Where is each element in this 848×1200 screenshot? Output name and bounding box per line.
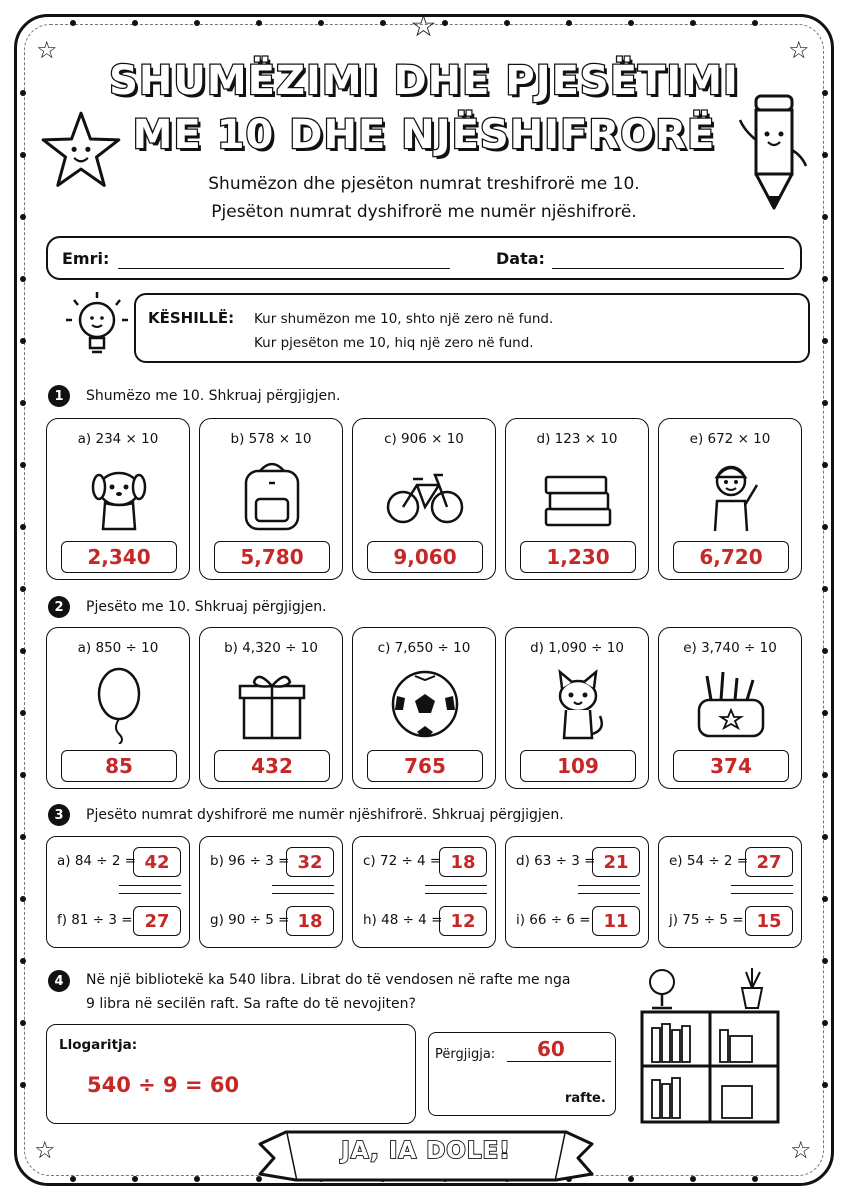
page-title-line2: ME 10 DHE NJËSHIFRORË [132, 112, 716, 158]
division-card [505, 836, 649, 948]
border-dot [690, 1176, 696, 1182]
kitten-icon [538, 664, 618, 744]
work-line [731, 885, 793, 886]
name-label: Emri: [62, 249, 110, 268]
border-dot [256, 20, 262, 26]
multiply-question: c) 906 × 10 [384, 431, 464, 447]
division-answer-box[interactable]: 12 [439, 906, 487, 936]
multiply-card [352, 418, 496, 580]
border-dot [20, 648, 26, 654]
border-dot [442, 20, 448, 26]
lightbulb-icon [62, 288, 132, 364]
division-answer-box[interactable]: 15 [745, 906, 793, 936]
star-mascot-icon [38, 108, 124, 194]
star-icon: ☆ [788, 36, 810, 64]
divide-question: a) 850 ÷ 10 [77, 640, 159, 656]
star-icon: ☆ [410, 9, 437, 44]
multiply-answer-box[interactable]: 2,340 [61, 541, 177, 573]
divide-answer-box[interactable]: 374 [673, 750, 789, 782]
division-card [46, 836, 190, 948]
multiply-question: d) 123 × 10 [536, 431, 618, 447]
calculation-label: Llogaritja: [59, 1037, 138, 1053]
multiply-card [199, 418, 343, 580]
section3-title: Pjesëto numrat dyshifrorë me numër njëshifrorë. Shkruaj përgjigjen. [86, 807, 564, 823]
division-answer-box[interactable]: 11 [592, 906, 640, 936]
divide-question: c) 7,650 ÷ 10 [377, 640, 471, 656]
border-dot [20, 462, 26, 468]
divide-card [199, 627, 343, 789]
division-question: g) 90 ÷ 5 = [210, 912, 290, 928]
star-icon: ☆ [34, 1136, 56, 1164]
border-dot [822, 958, 828, 964]
border-dot [132, 20, 138, 26]
section2-title: Pjesëto me 10. Shkruaj përgjigjen. [86, 599, 327, 615]
multiply-answer-box[interactable]: 9,060 [367, 541, 483, 573]
border-dot [132, 1176, 138, 1182]
multiply-question: b) 578 × 10 [230, 431, 312, 447]
division-question: e) 54 ÷ 2 = [669, 853, 749, 869]
division-answer-box[interactable]: 27 [745, 847, 793, 877]
division-card [352, 836, 496, 948]
border-dot [690, 20, 696, 26]
answer-label: Përgjigja: [435, 1047, 496, 1062]
multiply-answer-box[interactable]: 5,780 [214, 541, 330, 573]
answer-box[interactable] [428, 1032, 616, 1116]
border-dot [318, 20, 324, 26]
division-card [199, 836, 343, 948]
boy-icon [691, 455, 771, 535]
multiply-question: e) 672 × 10 [689, 431, 771, 447]
section2-number: 2 [48, 596, 70, 618]
divide-card [505, 627, 649, 789]
border-dot [20, 338, 26, 344]
backpack-icon [232, 455, 312, 535]
date-label: Data: [496, 249, 545, 268]
border-dot [566, 20, 572, 26]
tip-box [134, 293, 810, 363]
divide-answer-box[interactable]: 85 [61, 750, 177, 782]
name-field[interactable] [118, 268, 450, 269]
page-title-line1: SHUMËZIMI DHE PJESËTIMI [109, 58, 739, 104]
work-line [119, 885, 181, 886]
division-card [658, 836, 802, 948]
multiply-card [658, 418, 802, 580]
footer-banner-text: JA, IA DOLE! [341, 1138, 511, 1164]
pencil-mascot-icon [734, 90, 814, 214]
division-question: a) 84 ÷ 2 = [57, 853, 137, 869]
division-question: j) 75 ÷ 5 = [669, 912, 744, 928]
work-line [731, 893, 793, 894]
border-dot [20, 400, 26, 406]
calculation-box[interactable] [46, 1024, 416, 1124]
work-line [578, 893, 640, 894]
puppy-icon [79, 455, 159, 535]
division-question: i) 66 ÷ 6 = [516, 912, 591, 928]
border-dot [20, 834, 26, 840]
border-dot [822, 462, 828, 468]
division-question: d) 63 ÷ 3 = [516, 853, 596, 869]
balloon-icon [79, 664, 159, 744]
problem-line1: Në një bibliotekë ka 540 libra. Librat do të vendosen në rafte me nga [86, 972, 571, 988]
border-dot [20, 586, 26, 592]
section1-title: Shumëzo me 10. Shkruaj përgjigjen. [86, 388, 341, 404]
border-dot [822, 524, 828, 530]
tip-label: KËSHILLË: [148, 309, 235, 327]
border-dot [822, 586, 828, 592]
date-field[interactable] [552, 268, 784, 269]
border-dot [822, 214, 828, 220]
division-answer-box[interactable]: 18 [439, 847, 487, 877]
divide-card [658, 627, 802, 789]
multiply-question: a) 234 × 10 [77, 431, 159, 447]
books-icon [538, 455, 618, 535]
border-dot [822, 338, 828, 344]
border-dot [20, 1082, 26, 1088]
border-dot [70, 1176, 76, 1182]
subtitle-line2: Pjesëton numrat dyshifrorë me numër njëshifrorë. [211, 202, 637, 222]
bookshelf-icon [638, 966, 782, 1126]
border-dot [20, 214, 26, 220]
name-date-box [46, 236, 802, 280]
border-dot [20, 276, 26, 282]
division-answer-box[interactable]: 32 [286, 847, 334, 877]
section4-number: 4 [48, 970, 70, 992]
star-icon: ☆ [36, 36, 58, 64]
work-line [425, 893, 487, 894]
problem-line2: 9 libra në secilën raft. Sa rafte do të nevojiten? [86, 996, 416, 1012]
multiply-card [46, 418, 190, 580]
division-question: f) 81 ÷ 3 = [57, 912, 133, 928]
border-dot [822, 276, 828, 282]
border-dot [628, 1176, 634, 1182]
divide-card [46, 627, 190, 789]
border-dot [20, 772, 26, 778]
multiply-answer-box[interactable]: 6,720 [673, 541, 789, 573]
divide-question: e) 3,740 ÷ 10 [683, 640, 777, 656]
divide-question: b) 4,320 ÷ 10 [224, 640, 318, 656]
border-dot [822, 772, 828, 778]
border-dot [822, 1082, 828, 1088]
border-dot [822, 896, 828, 902]
border-dot [822, 400, 828, 406]
calculation-answer: 540 ÷ 9 = 60 [87, 1073, 240, 1097]
division-question: c) 72 ÷ 4 = [363, 853, 442, 869]
work-line [119, 893, 181, 894]
divide-question: d) 1,090 ÷ 10 [530, 640, 624, 656]
soccer-ball-icon [385, 664, 465, 744]
multiply-card [505, 418, 649, 580]
answer-line [507, 1061, 611, 1062]
border-dot [822, 710, 828, 716]
gift-icon [232, 664, 312, 744]
pencil-case-icon [691, 664, 771, 744]
work-line [272, 885, 334, 886]
divide-card [352, 627, 496, 789]
division-question: h) 48 ÷ 4 = [363, 912, 443, 928]
border-dot [20, 958, 26, 964]
answer-value: 60 [537, 1037, 565, 1061]
border-dot [822, 834, 828, 840]
border-dot [20, 524, 26, 530]
border-dot [20, 1020, 26, 1026]
answer-unit: rafte. [565, 1091, 606, 1106]
division-answer-box[interactable]: 18 [286, 906, 334, 936]
divide-answer-box[interactable]: 432 [214, 750, 330, 782]
border-dot [20, 896, 26, 902]
star-icon: ☆ [790, 1136, 812, 1164]
work-line [272, 893, 334, 894]
bicycle-icon [385, 455, 465, 535]
division-answer-box[interactable]: 21 [592, 847, 640, 877]
divide-answer-box[interactable]: 109 [520, 750, 636, 782]
division-answer-box[interactable]: 27 [133, 906, 181, 936]
border-dot [194, 20, 200, 26]
division-question: b) 96 ÷ 3 = [210, 853, 290, 869]
border-dot [194, 1176, 200, 1182]
divide-answer-box[interactable]: 765 [367, 750, 483, 782]
section1-number: 1 [48, 385, 70, 407]
border-dot [380, 20, 386, 26]
multiply-answer-box[interactable]: 1,230 [520, 541, 636, 573]
border-dot [822, 648, 828, 654]
border-dot [628, 20, 634, 26]
section3-number: 3 [48, 804, 70, 826]
tip-line1: Kur shumëzon me 10, shto një zero në fund. [254, 311, 554, 327]
work-line [425, 885, 487, 886]
border-dot [20, 710, 26, 716]
border-dot [752, 1176, 758, 1182]
work-line [578, 885, 640, 886]
border-dot [504, 20, 510, 26]
border-dot [70, 20, 76, 26]
border-dot [752, 20, 758, 26]
tip-line2: Kur pjesëton me 10, hiq një zero në fund. [254, 335, 534, 351]
division-answer-box[interactable]: 42 [133, 847, 181, 877]
subtitle-line1: Shumëzon dhe pjesëton numrat treshifrorë me 10. [208, 174, 640, 194]
border-dot [822, 1020, 828, 1026]
